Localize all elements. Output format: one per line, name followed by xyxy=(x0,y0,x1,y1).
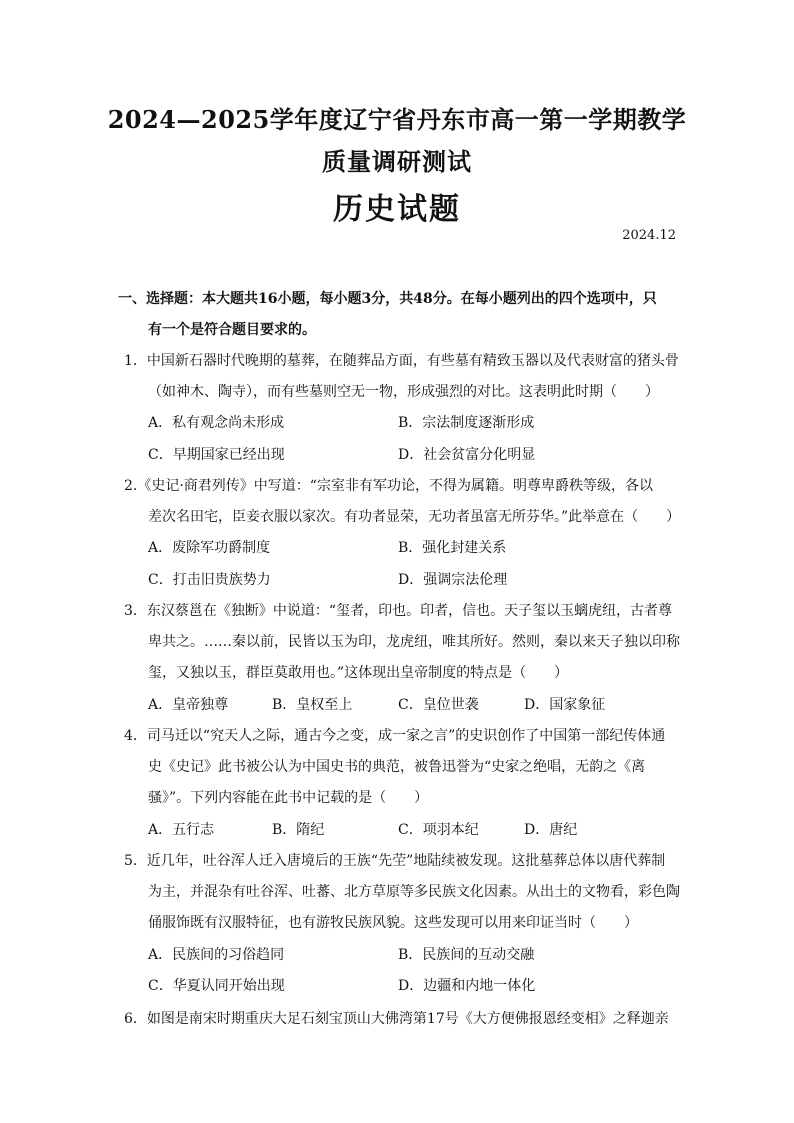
question-4-option-c: C．项羽本纪 xyxy=(398,822,479,838)
question-2-line1: 2.《史记·商君列传》中写道：“宗室非有军功论，不得为属籍。明尊卑爵秩等级，各以 xyxy=(124,478,653,494)
question-4-option-d: D．唐纪 xyxy=(524,822,578,838)
question-5-option-d: D．边疆和内地一体化 xyxy=(398,978,536,994)
question-6-line1: 6．如图是南宋时期重庆大足石刻宝顶山大佛湾第17号《大方便佛报恩经变相》之释迦亲 xyxy=(124,1011,669,1027)
question-2-option-b: B．强化封建关系 xyxy=(398,540,507,556)
question-4-line2: 史《史记》此书被公认为中国史书的典范，被鲁迅誉为“史家之绝唱，无韵之《离 xyxy=(148,759,646,775)
question-3-option-c: C．皇位世袭 xyxy=(398,697,479,713)
exam-title-line1: 2024—2025学年度辽宁省丹东市高一第一学期教学 xyxy=(107,105,687,134)
question-3-line3: 玺，又独以玉，群臣莫敢用也。”这体现出皇帝制度的特点是（ ） xyxy=(148,665,569,681)
question-5-option-b: B．民族间的互动交融 xyxy=(398,947,535,963)
question-1-line1: 1．中国新石器时代晚期的墓葬，在随葬品方面，有些墓有精致玉器以及代表财富的猪头骨 xyxy=(124,353,679,369)
question-3-option-a: A．皇帝独尊 xyxy=(148,697,229,713)
question-5-line3: 俑服饰既有汉服特征，也有游牧民族风貌。这些发现可以用来印证当时（ ） xyxy=(148,915,638,931)
question-2-option-a: A．废除军功爵制度 xyxy=(148,540,271,556)
question-3-option-b: B．皇权至上 xyxy=(272,697,353,713)
question-4-line3: 骚》”。下列内容能在此书中记载的是（ ） xyxy=(148,790,429,806)
question-3-option-d: D．国家象征 xyxy=(524,697,606,713)
question-1-option-c: C．早期国家已经出现 xyxy=(148,447,285,463)
question-2-line2: 差次名田宅，臣妾衣服以家次。有功者显荣，无功者虽富无所芬华。”此举意在（ ） xyxy=(148,509,681,525)
exam-title-line2: 质量调研测试 xyxy=(322,147,472,176)
question-1-option-a: A．私有观念尚未形成 xyxy=(148,415,285,431)
question-2-option-d: D．强调宗法伦理 xyxy=(398,572,508,588)
question-1-option-d: D．社会贫富分化明显 xyxy=(398,447,536,463)
question-2-option-c: C．打击旧贵族势力 xyxy=(148,572,271,588)
section-heading-line1: 一、选择题：本大题共16小题，每小题3分，共48分。在每小题列出的四个选项中，只 xyxy=(118,291,657,307)
question-4-line1: 4．司马迁以“究天人之际，通古今之变，成一家之言”的史识创作了中国第一部纪传体通 xyxy=(124,728,666,744)
question-5-option-a: A．民族间的习俗趋同 xyxy=(148,947,285,963)
question-4-option-a: A．五行志 xyxy=(148,822,215,838)
question-3-line2: 卑共之。……秦以前，民皆以玉为印，龙虎纽，唯其所好。然则，秦以来天子独以印称 xyxy=(148,634,680,650)
question-1-option-b: B．宗法制度逐渐形成 xyxy=(398,415,535,431)
exam-date: 2024.12 xyxy=(622,228,676,243)
section-heading-line2: 有一个是符合题目要求的。 xyxy=(148,322,316,338)
question-5-line2: 为主，并混杂有吐谷浑、吐蕃、北方草原等多民族文化因素。从出土的文物看，彩色陶 xyxy=(148,884,680,900)
question-5-option-c: C．华夏认同开始出现 xyxy=(148,978,285,994)
question-1-line2: （如神木、陶寺），而有些墓则空无一物，形成强烈的对比。这表明此时期（ ） xyxy=(148,384,659,400)
question-3-line1: 3．东汉蔡邕在《独断》中说道：“玺者，印也。印者，信也。天子玺以玉螭虎纽，古者尊 xyxy=(124,603,673,619)
question-5-line1: 5．近几年，吐谷浑人迁入唐境后的王族“先茔”地陆续被发现。这批墓葬总体以唐代葬制 xyxy=(124,853,666,869)
question-4-option-b: B．隋纪 xyxy=(272,822,325,838)
subject-title: 历史试题 xyxy=(333,192,461,227)
